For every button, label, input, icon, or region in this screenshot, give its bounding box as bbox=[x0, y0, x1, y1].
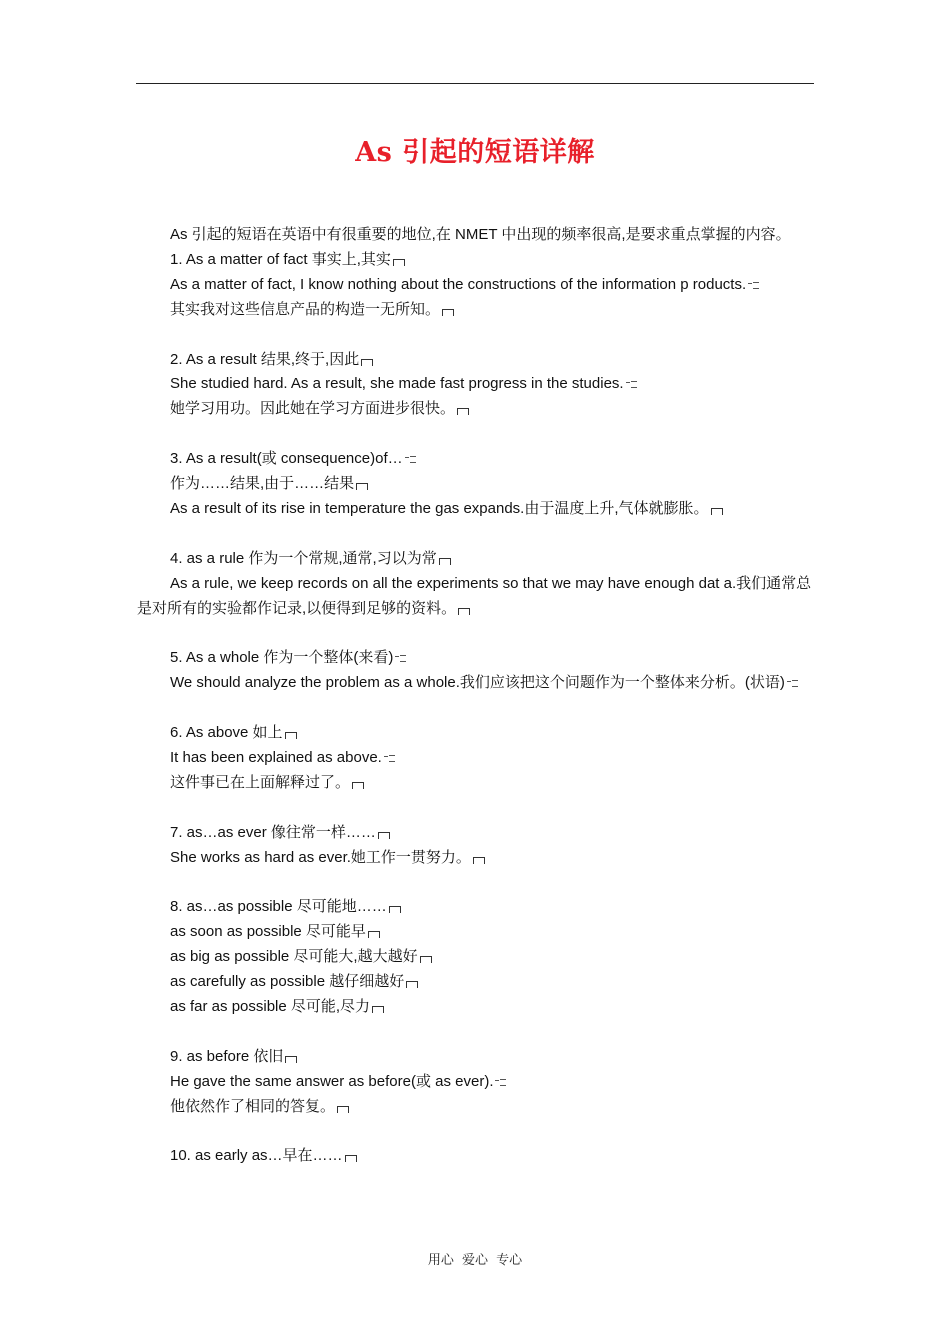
paragraph bbox=[137, 671, 815, 696]
line-break-mark-icon bbox=[711, 508, 723, 515]
blank-line bbox=[137, 422, 815, 447]
paragraph bbox=[137, 1095, 815, 1120]
paragraph bbox=[137, 895, 815, 920]
paragraph bbox=[137, 945, 815, 970]
paragraph-text: 10. as early as…早在…… bbox=[170, 1147, 343, 1165]
paragraph-text: He gave the same answer as before(或 as ever). bbox=[170, 1072, 494, 1090]
paragraph-text: As 引起的短语在英语中有很重要的地位,在 NMET 中出现的频率很高,是要求重点掌握的内容。 bbox=[170, 226, 791, 243]
line-break-mark-icon bbox=[439, 558, 451, 565]
paragraph bbox=[137, 920, 815, 945]
paragraph-text: 6. As above 如上 bbox=[170, 724, 283, 742]
paragraph bbox=[137, 1045, 815, 1070]
line-break-mark-icon bbox=[356, 483, 368, 490]
line-break-mark-icon bbox=[473, 857, 485, 864]
paragraph bbox=[137, 397, 815, 422]
blank-line bbox=[137, 696, 815, 721]
line-break-mark-icon bbox=[361, 359, 373, 366]
paragraph-text: 作为……结果,由于……结果 bbox=[170, 475, 355, 493]
blank-line bbox=[137, 796, 815, 821]
paragraph bbox=[137, 273, 815, 298]
line-break-mark-icon bbox=[406, 981, 418, 988]
paragraph bbox=[137, 497, 815, 522]
blank-line bbox=[137, 1120, 815, 1145]
paragraph-text: as carefully as possible 越仔细越好 bbox=[170, 973, 405, 991]
paragraph-text: 他依然作了相同的答复。 bbox=[170, 1097, 336, 1115]
blank-line bbox=[137, 870, 815, 895]
line-break-mark-icon bbox=[389, 906, 401, 913]
paragraph-text: As a matter of fact, I know nothing about the constructions of the information p roducts. bbox=[170, 275, 747, 293]
paragraph bbox=[137, 248, 815, 273]
header-rule bbox=[136, 83, 814, 84]
paragraph-text: 3. As a result(或 consequence)of… bbox=[170, 450, 403, 468]
line-break-mark-icon bbox=[393, 259, 405, 266]
paragraph bbox=[137, 1070, 815, 1095]
paragraph bbox=[137, 771, 815, 796]
paragraph-text: 7. as…as ever 像往常一样…… bbox=[170, 823, 376, 841]
paragraph bbox=[137, 572, 815, 622]
paragraph-text: 5. As a whole 作为一个整体(来看) bbox=[170, 649, 394, 667]
paragraph bbox=[137, 447, 815, 472]
paragraph-mark-icon bbox=[395, 655, 406, 663]
line-break-mark-icon bbox=[458, 608, 470, 615]
paragraph-mark-icon bbox=[405, 456, 416, 464]
paragraph-mark-icon bbox=[495, 1079, 506, 1087]
page-footer: 用心 爱心 专心 bbox=[427, 1253, 523, 1268]
paragraph-text: as far as possible 尽可能,尽力 bbox=[170, 997, 371, 1015]
line-break-mark-icon bbox=[420, 956, 432, 963]
line-break-mark-icon bbox=[368, 931, 380, 938]
paragraph-mark-icon bbox=[787, 680, 798, 688]
line-break-mark-icon bbox=[352, 782, 364, 789]
paragraph-mark-icon bbox=[626, 381, 637, 389]
paragraph bbox=[137, 298, 815, 323]
paragraph-text: as soon as possible 尽可能早 bbox=[170, 923, 366, 941]
paragraph bbox=[137, 746, 815, 771]
blank-line bbox=[137, 522, 815, 547]
paragraph-mark-icon bbox=[384, 755, 395, 763]
paragraph bbox=[137, 223, 815, 248]
paragraph bbox=[137, 472, 815, 497]
paragraph-text: 4. as a rule 作为一个常规,通常,习以为常 bbox=[170, 549, 437, 567]
paragraph-mark-icon bbox=[748, 282, 759, 290]
paragraph bbox=[137, 995, 815, 1020]
line-break-mark-icon bbox=[372, 1006, 384, 1013]
line-break-mark-icon bbox=[285, 732, 297, 739]
paragraph-text: 2. As a result 结果,终于,因此 bbox=[170, 350, 360, 368]
paragraph-text: It has been explained as above. bbox=[170, 748, 382, 766]
paragraph-text: She studied hard. As a result, she made fast progress in the studies. bbox=[170, 375, 624, 393]
paragraph-text: 其实我对这些信息产品的构造一无所知。 bbox=[170, 300, 441, 318]
paragraph-text: 这件事已在上面解释过了。 bbox=[170, 773, 351, 791]
blank-line bbox=[137, 621, 815, 646]
paragraph-text: She works as hard as ever.她工作一贯努力。 bbox=[170, 848, 471, 866]
paragraph bbox=[137, 846, 815, 871]
document-body bbox=[137, 223, 815, 1169]
line-break-mark-icon bbox=[337, 1106, 349, 1113]
document-title: As 引起的短语详解 bbox=[355, 137, 595, 168]
paragraph-text: 9. as before 依旧 bbox=[170, 1047, 284, 1065]
paragraph bbox=[137, 970, 815, 995]
paragraph-text: We should analyze the problem as a whole.我们应该把这个问题作为一个整体来分析。(状语) bbox=[170, 674, 785, 692]
paragraph bbox=[137, 348, 815, 373]
blank-line bbox=[137, 1020, 815, 1045]
line-break-mark-icon bbox=[442, 309, 454, 316]
line-break-mark-icon bbox=[285, 1056, 297, 1063]
line-break-mark-icon bbox=[345, 1155, 357, 1162]
paragraph bbox=[137, 372, 815, 397]
paragraph-text: 她学习用功。因此她在学习方面进步很快。 bbox=[170, 400, 456, 418]
paragraph bbox=[137, 646, 815, 671]
paragraph-text: 8. as…as possible 尽可能地…… bbox=[170, 898, 387, 916]
line-break-mark-icon bbox=[457, 408, 469, 415]
line-break-mark-icon bbox=[378, 832, 390, 839]
paragraph-text: As a rule, we keep records on all the experiments so that we may have enough dat a.我们通常总是对所有的实验都作记录,以便得到足够的资料。 bbox=[137, 574, 812, 617]
paragraph bbox=[137, 1144, 815, 1169]
paragraph-text: 1. As a matter of fact 事实上,其实 bbox=[170, 250, 391, 268]
paragraph bbox=[137, 547, 815, 572]
paragraph bbox=[137, 721, 815, 746]
paragraph-text: as big as possible 尽可能大,越大越好 bbox=[170, 948, 418, 966]
paragraph-text: As a result of its rise in temperature the gas expands.由于温度上升,气体就膨胀。 bbox=[170, 499, 709, 517]
blank-line bbox=[137, 323, 815, 348]
paragraph bbox=[137, 821, 815, 846]
